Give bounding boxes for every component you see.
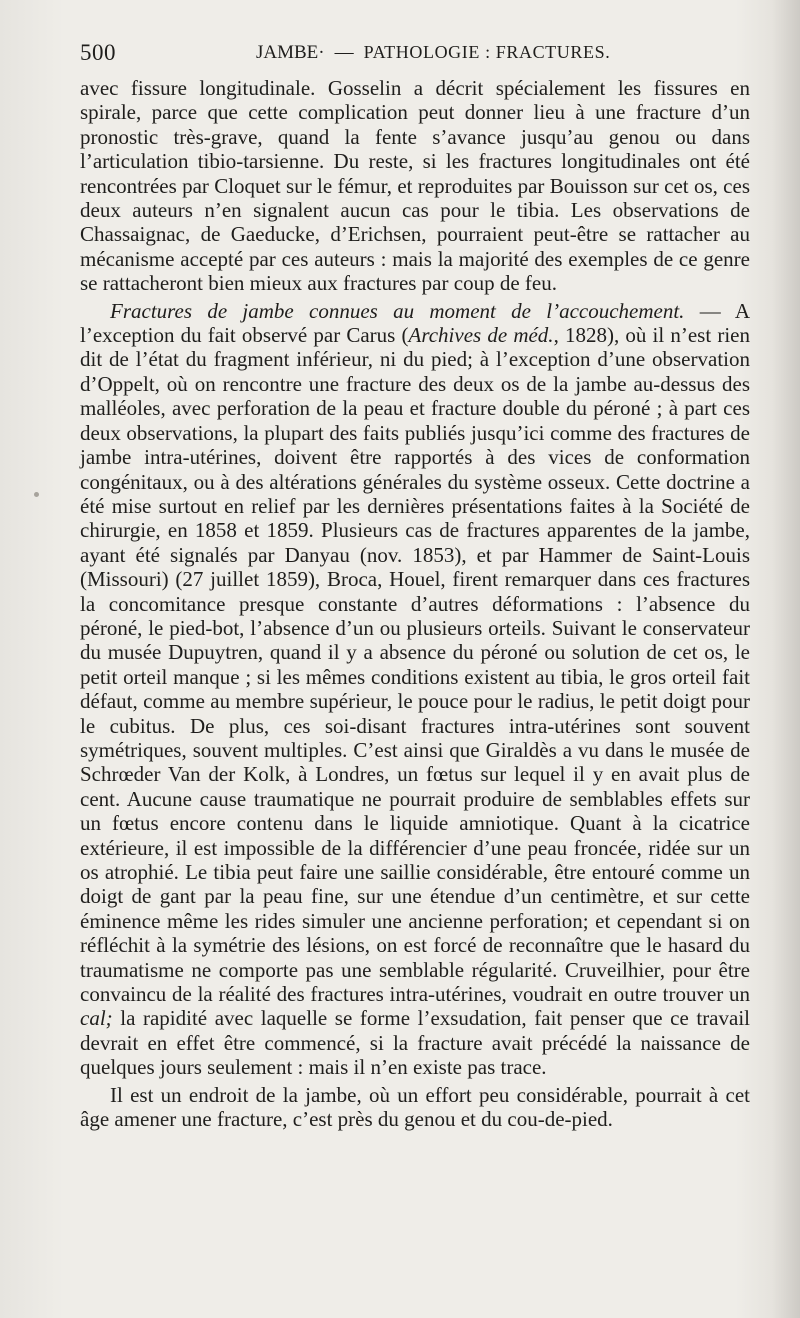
paragraph-2-part-1: — A l’exception du fait observé par Carus ( [80,298,750,348]
paragraph-1: avec fissure longitudinale. Gosselin a décrit spécialement les fissures en spirale, parce que cette complication peut donner lieu à une fracture d’un pronostic très-grave, quand la fente s’avance jusqu’au genou ou dans l’articulation tibio-tarsienne. Du reste, si les fractures longitudinales ont été rencontrées par Cloquet sur le fémur, et reproduites par Bouisson sur cet os, ces deux auteurs n’en signalent aucun cas pour le tibia. Les observations de Chassaignac, de Gaeducke, d’Erichsen, pourraient peut-être se rattacher au mécanisme accepté par ces auteurs : mais la majorité des exemples de ce genre se rattacheront bien mieux aux fractures par coup de feu. [80,76,750,296]
paragraph-2-citation: Archives de méd. [408,323,554,348]
paragraph-2-rest: , 1828), où il n’est rien dit de l’état du fragment inférieur, ni du pied; à l’exception d’une observation d’Oppelt, où on rencontre une fracture des deux os de la jambe au-dessus des malléoles, avec perforation de la peau et fracture double du péroné ; à part ces deux observations, la plupart des faits publiés jusqu’ici comme des fractures de jambe intra-utérines, doivent être rapportés à des vices de conformation congénitaux, ou à des altérations générales du système osseux. Cette doctrine a été mise surtout en relief par les dernières présentations faites à la Société de chirurgie, en 1858 et 1859. Plusieurs cas de fractures apparentes de la jambe, ayant été signalés par Danyau (nov. 1853), et par Hammer de Saint-Louis (Missouri) (27 juillet 1859), Broca, Houel, firent remarquer dans ces fractures la concomitance presque constante d’autres déformations : l’absence du péroné, le pied-bot, l’absence d’un ou plusieurs orteils. Suivant le conservateur du musée Dupuytren, quand il y a absence du péroné ou solution de cet os, le petit orteil manque ; si les mêmes conditions existent au tibia, le gros orteil fait défaut, comme au membre supérieur, le pouce pour le radius, le petit doigt pour le cubitus. De plus, ces soi-disant fractures intra-utérines sont souvent symétriques, souvent multiples. C’est ainsi que Giraldès a vu dans le musée de Schrœder Van der Kolk, à Londres, un fœtus sur lequel il y en avait plus de cent. Aucune cause traumatique ne pourrait produire de semblables effets sur un fœtus encore contenu dans le liquide amniotique. Quant à la cicatrice extérieure, il est impossible de la différencier d’une peau froncée, ridée sur un os atrophié. Le tibia peut faire une saillie considérable, être entouré comme un doigt de gant par la peau fine, sur une étendue d’un centimètre, et sur cette éminence même les rides simuler une ancienne perforation; et cependant si on réfléchit à la symétrie des lésions, on est forcé de reconnaître que le hasard du traumatisme ne comporte pas une semblable régularité. Cruveilhier, pour être convaincu de la réalité des fractures intra-utérines, voudrait en outre trouver un [80,323,750,1007]
running-title-dash: — [334,42,354,63]
page-header [80,40,750,70]
paragraph-2-heading: Fractures de jambe connues au moment de l’accouchement. [110,298,685,323]
running-title-right: PATHOLOGIE : FRACTURES. [363,42,611,62]
running-title [256,42,610,64]
paragraph-2-cal: cal; [80,1006,113,1031]
running-title-left: JAMBE· [256,42,325,63]
paragraph-3: Il est un endroit de la jambe, où un effort peu considérable, pourrait à cet âge amener une fracture, c’est près du genou et du cou-de-pied. [80,1082,750,1132]
paragraph-2 [80,299,750,1080]
paragraph-2-end: la rapidité avec laquelle se forme l’exsudation, fait penser que ce travail devrait en effet être commencé, si la fracture avait précédé la naissance de quelques jours seulement : mais il n’en existe pas trace. [80,1006,750,1080]
page-edge-shadow [772,0,800,1318]
paper-smudge [34,492,39,497]
page-number: 500 [80,40,116,65]
body-text [80,76,750,1131]
